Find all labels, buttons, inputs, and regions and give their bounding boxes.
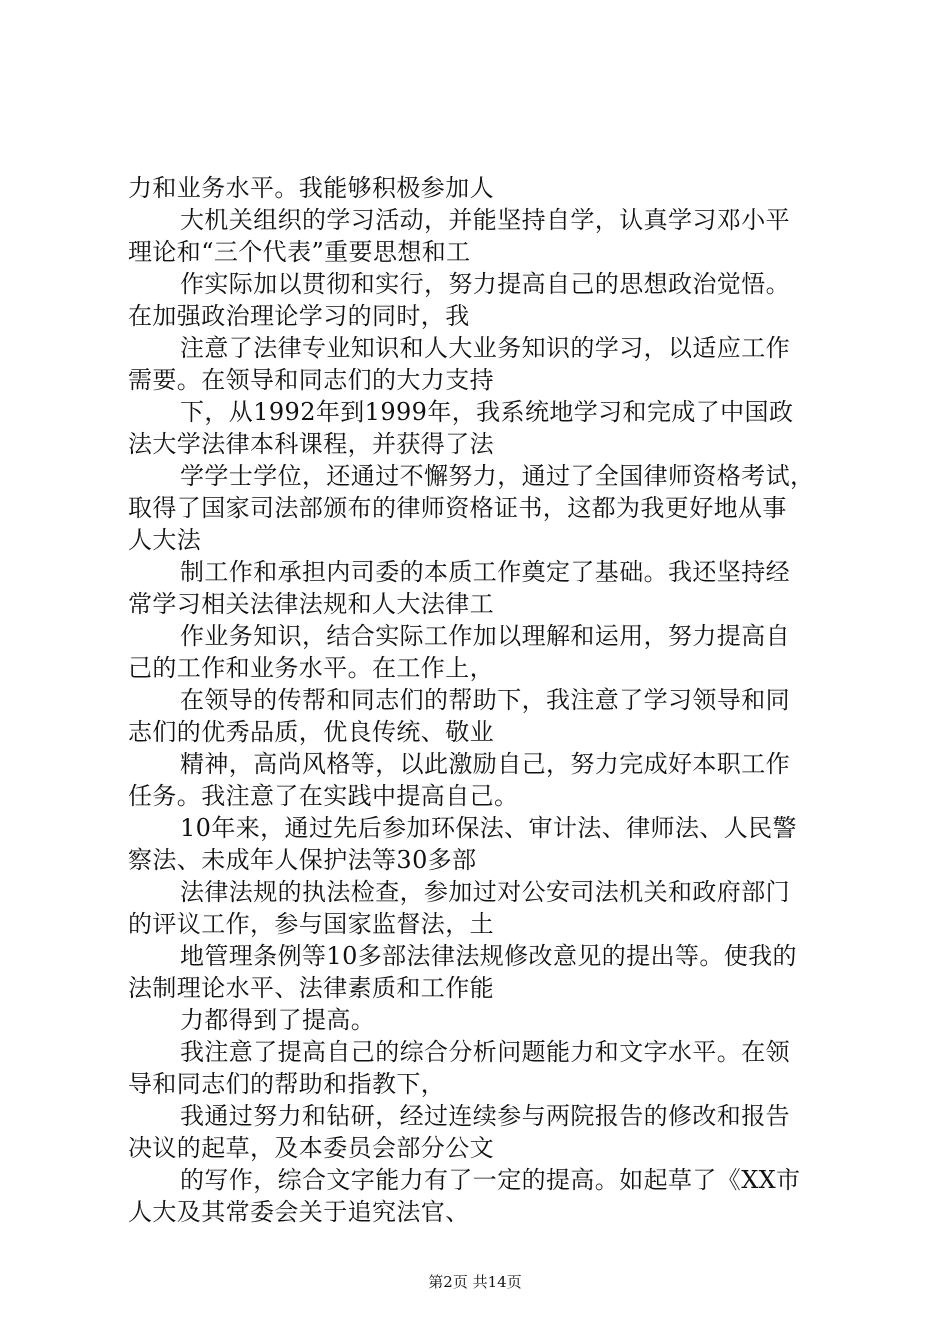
text-line: 察法、未成年人保护法等30多部 xyxy=(128,846,477,874)
text-line: 导和同志们的帮助和指教下， xyxy=(128,1070,446,1098)
text-line: 下，从1992年到1999年，我系统地学习和完成了中国政 xyxy=(180,398,794,426)
text-line: 法大学法律本科课程，并获得了法 xyxy=(128,430,494,458)
text-line: 我注意了提高自己的综合分析问题能力和文字水平。在领 xyxy=(180,1038,790,1066)
body-text xyxy=(128,172,838,1228)
text-line: 制工作和承担内司委的本质工作奠定了基础。我还坚持经 xyxy=(180,558,790,586)
text-line: 任务。我注意了在实践中提高自己。 xyxy=(128,782,519,810)
text-line: 己的工作和业务水平。在工作上， xyxy=(128,654,494,682)
page-footer: 第2页 共14页 xyxy=(428,1273,522,1291)
text-line: 作业务知识，结合实际工作加以理解和运用，努力提高自 xyxy=(180,622,790,650)
text-line: 大机关组织的学习活动，并能坚持自学，认真学习邓小平 xyxy=(180,206,790,234)
text-line: 法律法规的执法检查，参加过对公安司法机关和政府部门 xyxy=(180,878,790,906)
text-line: 决议的起草，及本委员会部分公文 xyxy=(128,1134,494,1162)
text-line: 精神，高尚风格等，以此激励自己，努力完成好本职工作 xyxy=(180,750,790,778)
text-line: 学学士学位，还通过不懈努力，通过了全国律师资格考试， xyxy=(180,462,815,490)
text-line: 人大法 xyxy=(128,526,202,554)
text-line: 地管理条例等10多部法律法规修改意见的提出等。使我的 xyxy=(180,942,797,970)
text-line: 力都得到了提高。 xyxy=(180,1006,376,1034)
text-line: 的写作，综合文字能力有了一定的提高。如起草了《XX市 xyxy=(180,1166,801,1194)
text-line: 需要。在领导和同志们的大力支持 xyxy=(128,366,494,394)
text-line: 常学习相关法律法规和人大法律工 xyxy=(128,590,494,618)
text-line: 人大及其常委会关于追究法官、 xyxy=(128,1198,470,1226)
text-line: 在加强政治理论学习的同时，我 xyxy=(128,302,470,330)
text-line: 法制理论水平、法律素质和工作能 xyxy=(128,974,494,1002)
text-line: 注意了法律专业知识和人大业务知识的学习，以适应工作 xyxy=(180,334,790,362)
text-line: 取得了国家司法部颁布的律师资格证书，这都为我更好地从事 xyxy=(128,494,787,522)
text-line: 作实际加以贯彻和实行，努力提高自己的思想政治觉悟。 xyxy=(180,270,790,298)
text-line: 力和业务水平。我能够积极参加人 xyxy=(128,174,494,202)
text-line: 我通过努力和钻研，经过连续参与两院报告的修改和报告 xyxy=(180,1102,790,1130)
text-line: 志们的优秀品质，优良传统、敬业 xyxy=(128,718,494,746)
text-line: 理论和“三个代表”重要思想和工 xyxy=(128,238,471,266)
text-line: 的评议工作，参与国家监督法，土 xyxy=(128,910,494,938)
text-line: 10年来，通过先后参加环保法、审计法、律师法、人民警 xyxy=(180,814,797,842)
text-line: 在领导的传帮和同志们的帮助下，我注意了学习领导和同 xyxy=(180,686,790,714)
